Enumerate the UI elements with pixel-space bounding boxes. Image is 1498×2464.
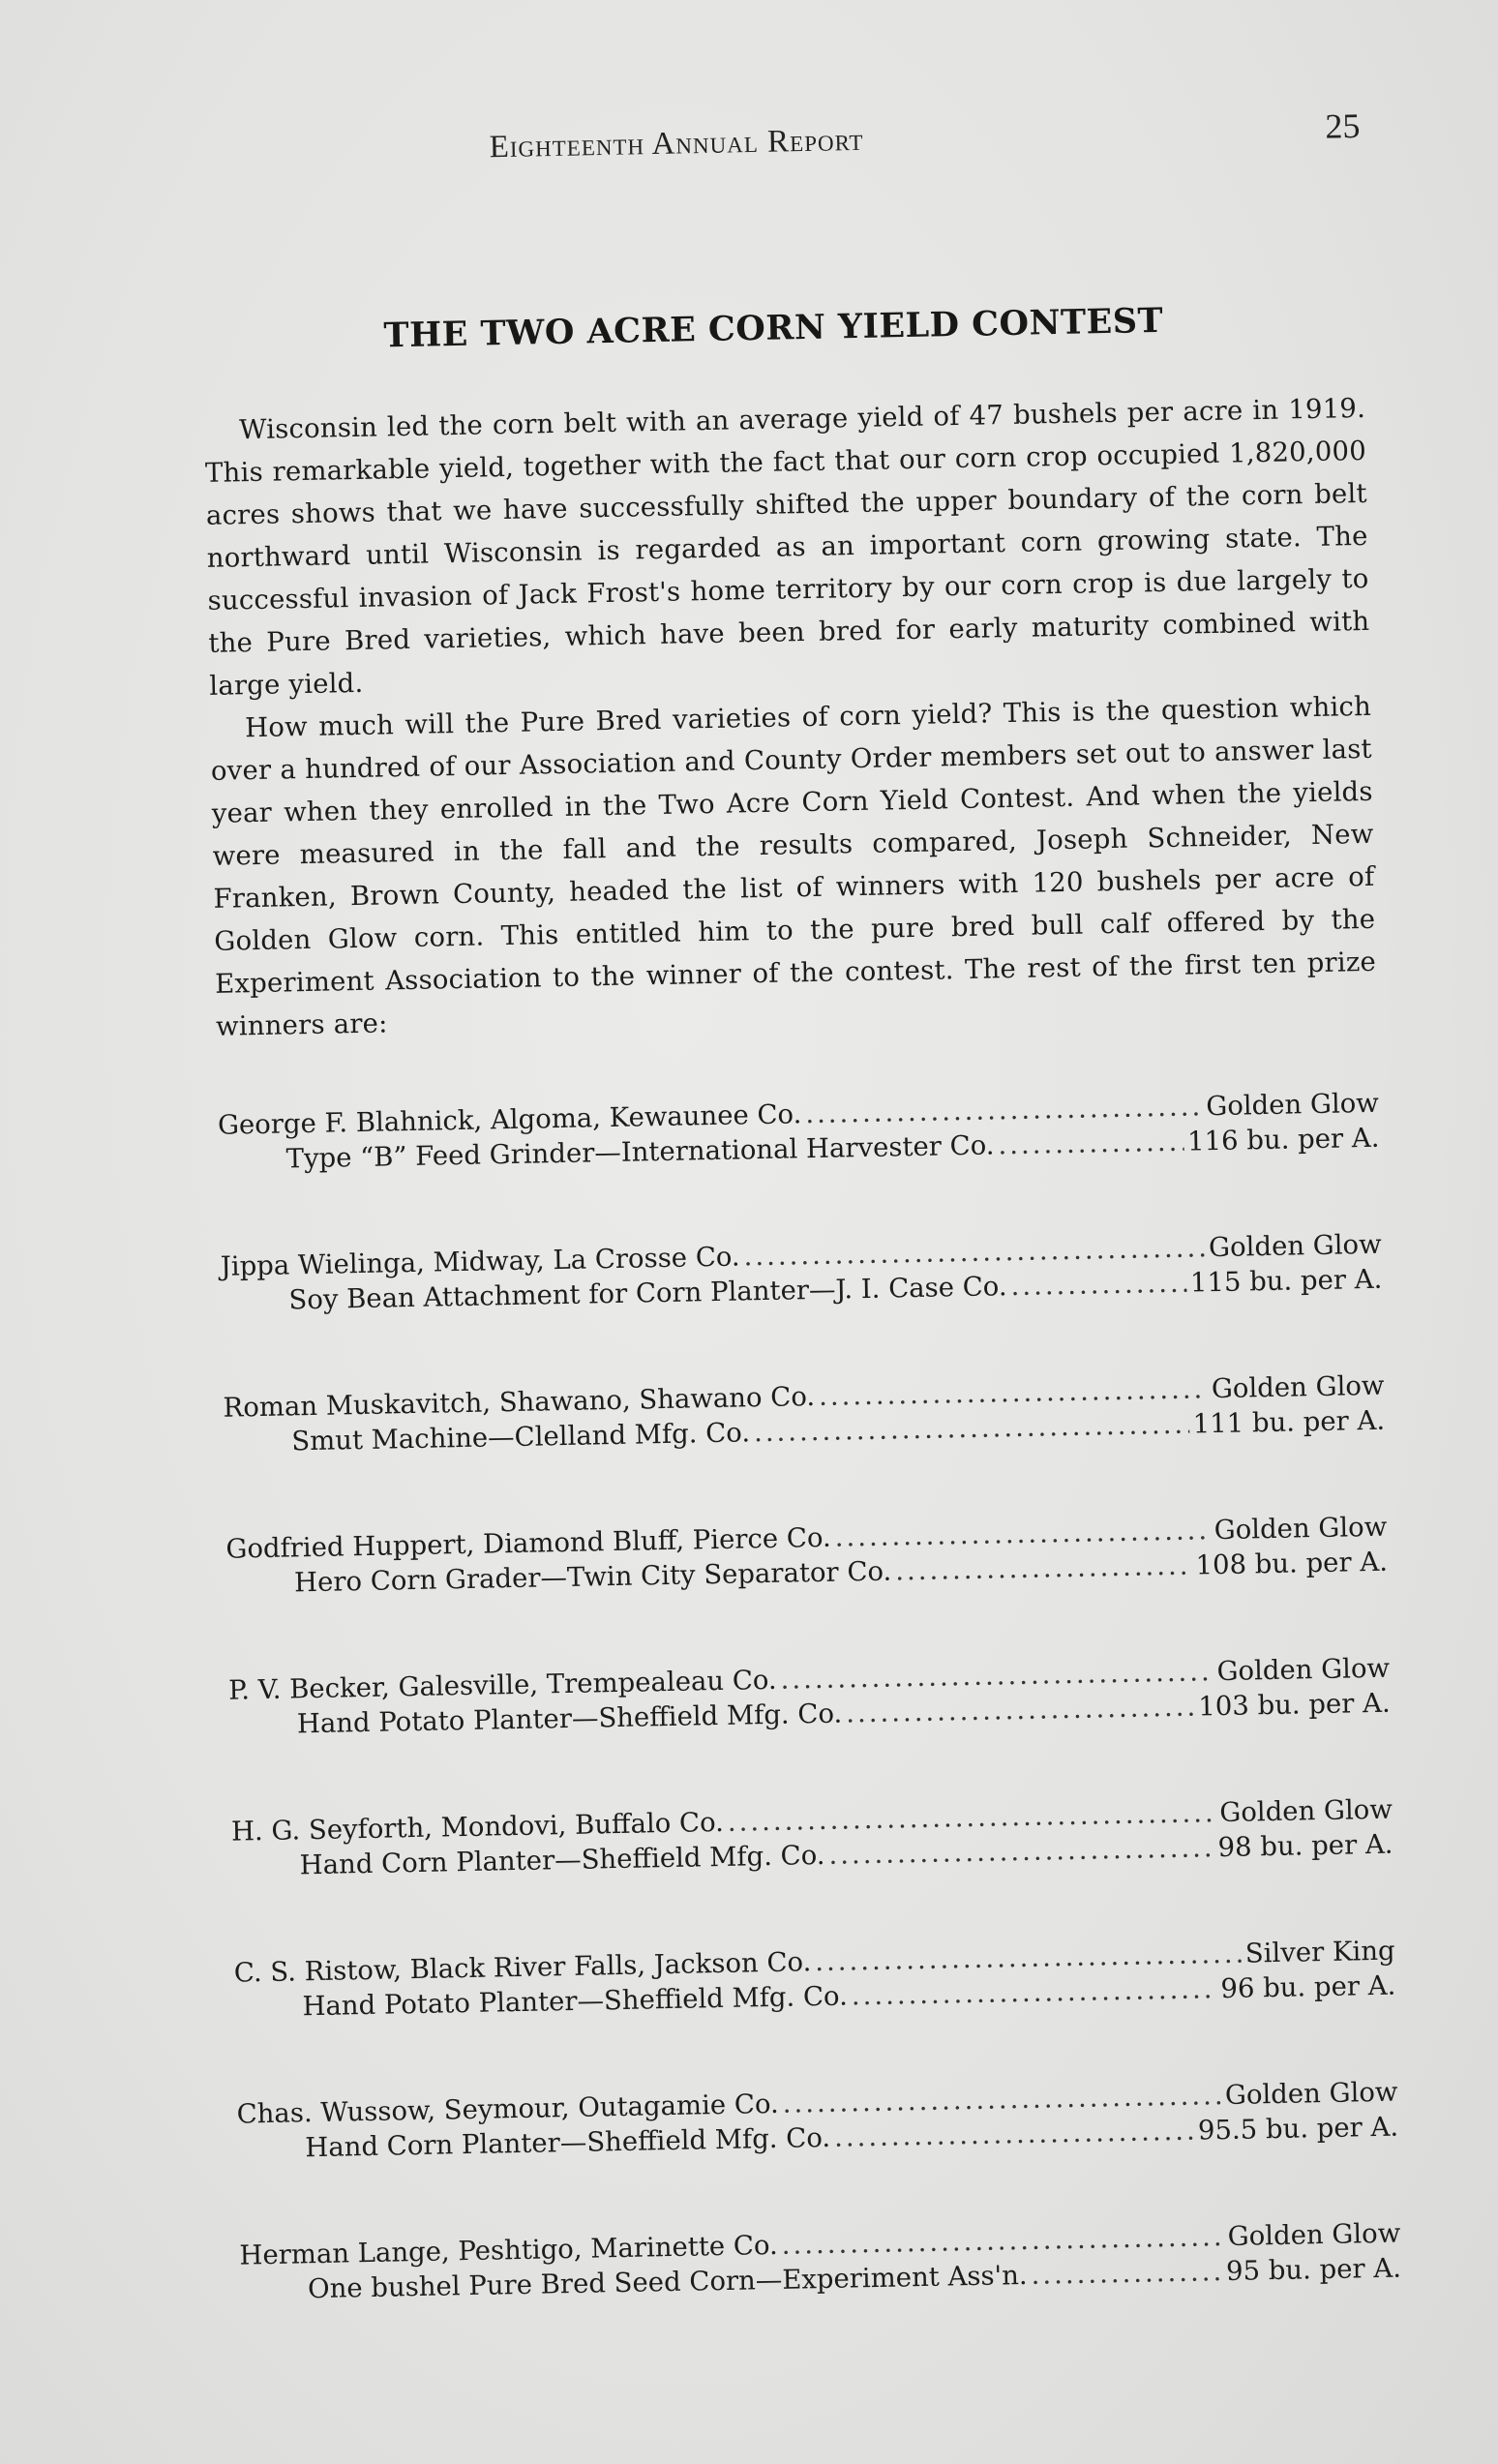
winner-yield: 111 bu. per A.: [1192, 1404, 1386, 1440]
leader-dots: [895, 1548, 1192, 1589]
list-item: [233, 1934, 1395, 2026]
leader-dots: [998, 1125, 1183, 1163]
winner-prize: Soy Bean Attachment for Corn Planter—J. I. Case Co.: [288, 1271, 1007, 1316]
page-content: [198, 94, 1403, 2380]
winner-variety: Silver King: [1244, 1935, 1395, 1969]
winner-variety: Golden Glow: [1224, 2076, 1398, 2112]
winner-prize: Type “B” Feed Grinder—International Harvester Co.: [285, 1129, 995, 1175]
winner-prize: Hero Corn Grader—Twin City Separator Co.: [293, 1555, 892, 1599]
list-item: [225, 1510, 1388, 1602]
winner-prize: Hand Corn Planter—Sheffield Mfg. Co.: [305, 2121, 831, 2164]
winner-prize: One bushel Pure Bred Seed Corn—Experiment Ass'n.: [307, 2259, 1028, 2305]
winner-name: Herman Lange, Peshtigo, Marinette Co.: [239, 2229, 779, 2271]
paragraph-contest: How much will the Pure Bred varieties of corn yield? This is the question which over a hundred of our Association and County Order members set out to answer last year when they enrolled in the Two Acre Corn Yield Contest. And when the yields were measured in the fall and the results compared, Joseph Schneider, New Franken, Brown County, headed the list of winners with 120 bushels per acre of Golden Glow corn. This entitled him to the pure bred bull calf offered by the Experiment Association to the winner of the contest. The rest of the first ten prize winners are:: [210, 690, 1377, 1042]
winner-name: Jippa Wielinga, Midway, La Crosse Co.: [220, 1241, 740, 1282]
paragraph-intro: Wisconsin led the corn belt with an average yield of 47 bushels per acre in 1919. This remarkable yield, together with the fact that our corn crop occupied 1,820,000 acres shows that we have successfully shifted the upper boundary of the corn belt northward until Wisconsin is regarded as an important corn growing state. The successful invasion of Jack Frost's home territory by our corn crop is due largely to the Pure Bred varieties, which have been bred for early maturity combined with large yield.: [204, 392, 1370, 702]
winner-yield: 103 bu. per A.: [1198, 1687, 1392, 1723]
winner-name: P. V. Becker, Galesville, Trempealeau Co.: [227, 1664, 777, 1706]
winner-variety: Golden Glow: [1227, 2217, 1401, 2252]
leader-dots: [851, 1971, 1216, 2013]
winner-prize: Hand Potato Planter—Sheffield Mfg. Co.: [296, 1698, 843, 1740]
list-item: [228, 1651, 1391, 1743]
list-item: [220, 1227, 1382, 1319]
winner-name: H. G. Seyforth, Mondovi, Buffalo Co.: [230, 1806, 725, 1848]
winner-name: George F. Blahnick, Algoma, Kewaunee Co.: [217, 1098, 802, 1141]
list-item: [236, 2075, 1398, 2167]
list-item: [239, 2216, 1401, 2308]
article-heading: THE TWO ACRE CORN YIELD CONTEST: [383, 300, 1164, 356]
leader-dots: [834, 2114, 1195, 2155]
leader-dots: [828, 1830, 1214, 1873]
running-head-title: Eighteenth Annual Report: [489, 122, 864, 165]
winners-list: [218, 1086, 1402, 2308]
winner-prize: Smut Machine—Clelland Mfg. Co.: [290, 1417, 751, 1457]
running-head: [198, 94, 1361, 184]
winner-name: Chas. Wussow, Seymour, Outagamie Co.: [236, 2088, 780, 2130]
winner-variety: Golden Glow: [1206, 1087, 1380, 1123]
winner-name: C. S. Ristow, Black River Falls, Jackson Co.: [233, 1946, 812, 1989]
winner-yield: 98 bu. per A.: [1217, 1828, 1393, 1864]
winner-variety: Golden Glow: [1213, 1511, 1388, 1547]
leader-dots: [846, 1690, 1195, 1731]
winner-variety: Golden Glow: [1216, 1652, 1391, 1688]
list-item: [218, 1086, 1380, 1178]
winner-yield: 115 bu. per A.: [1189, 1263, 1383, 1299]
winner-prize: Hand Corn Planter—Sheffield Mfg. Co.: [299, 1839, 825, 1881]
winner-yield: 96 bu. per A.: [1220, 1969, 1396, 2005]
winner-prize: Hand Potato Planter—Sheffield Mfg. Co.: [302, 1980, 849, 2023]
winner-yield: 116 bu. per A.: [1186, 1122, 1380, 1157]
winner-variety: Golden Glow: [1208, 1228, 1382, 1264]
article-body: [204, 387, 1377, 1048]
leader-dots: [1031, 2254, 1222, 2293]
winner-variety: Golden Glow: [1211, 1369, 1385, 1405]
list-item: [231, 1792, 1393, 1884]
winner-yield: 108 bu. per A.: [1195, 1546, 1389, 1581]
page-number: 25: [1325, 105, 1361, 146]
winner-yield: 95 bu. per A.: [1225, 2252, 1402, 2288]
winner-name: Roman Muskavitch, Shawano, Shawano Co.: [223, 1381, 816, 1424]
winner-name: Godfried Huppert, Diamond Bluff, Pierce Co.: [225, 1521, 832, 1565]
winner-yield: 95.5 bu. per A.: [1197, 2111, 1399, 2147]
leader-dots: [754, 1407, 1189, 1451]
winner-variety: Golden Glow: [1219, 1793, 1393, 1829]
list-item: [223, 1368, 1385, 1460]
leader-dots: [1010, 1266, 1186, 1304]
